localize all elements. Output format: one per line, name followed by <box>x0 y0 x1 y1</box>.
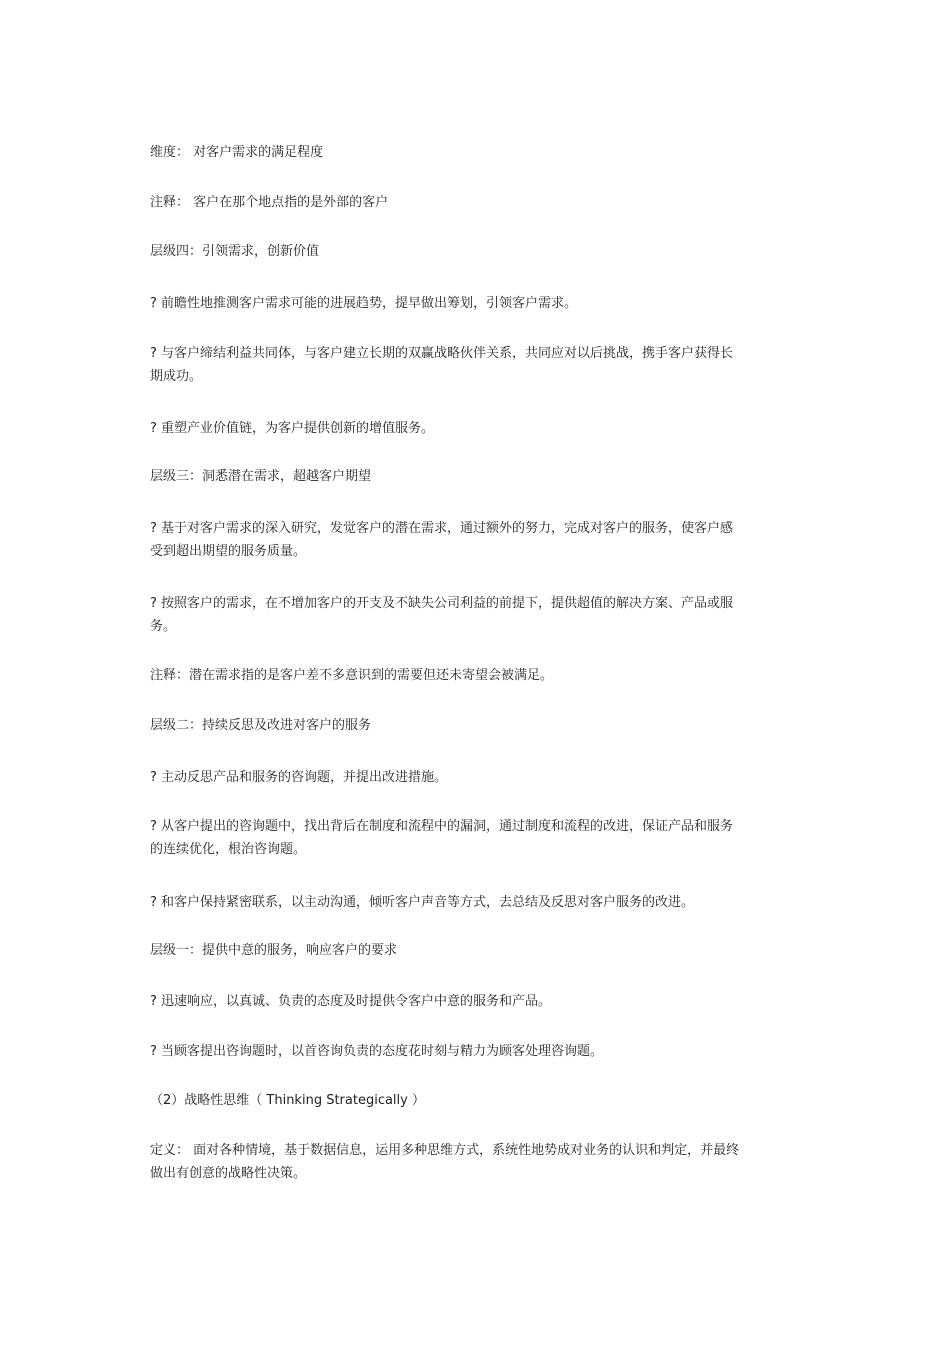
level-three-heading: 层级三：洞悉潜在需求，超越客户期望 <box>150 469 372 484</box>
note-external-customer: 注释： 客户在那个地点指的是外部的客户 <box>150 195 389 210</box>
dimension-line: 维度： 对客户需求的满足程度 <box>150 145 324 160</box>
note-latent-demand: 注释：潜在需求指的是客户差不多意识到的需要但还未寄望会被满足。 <box>150 668 554 683</box>
level-four-heading: 层级四：引领需求，创新价值 <box>150 244 320 259</box>
level-two-item-2: ? 从客户提出的咨询题中，找出背后在制度和流程中的漏洞，通过制度和流程的改进，保证产品和服务的连续优化，根治咨询题。 <box>150 819 734 857</box>
level-four-item-2: ? 与客户缔结利益共同体，与客户建立长期的双赢战略伙伴关系，共同应对以后挑战，携手客户获得长期成功。 <box>150 346 734 384</box>
level-two-item-3: ? 和客户保持紧密联系，以主动沟通，倾听客户声音等方式，去总结及反思对客户服务的改进。 <box>150 895 695 910</box>
level-four-item-3: ? 重塑产业价值链，为客户提供创新的增值服务。 <box>150 421 435 436</box>
level-two-heading: 层级二：持续反思及改进对客户的服务 <box>150 718 372 733</box>
level-three-item-1: ? 基于对客户需求的深入研究，发觉客户的潜在需求，通过额外的努力，完成对客户的服务，使客户感受到超出期望的服务质量。 <box>150 521 734 559</box>
level-four-item-1: ? 前瞻性地推测客户需求可能的进展趋势，提早做出筹划，引领客户需求。 <box>150 296 578 311</box>
level-two-item-1: ? 主动反思产品和服务的咨询题，并提出改进措施。 <box>150 770 448 785</box>
level-one-item-2: ? 当顾客提出咨询题时，以首咨询负责的态度花时刻与精力为顾客处理咨询题。 <box>150 1044 604 1059</box>
level-one-heading: 层级一：提供中意的服务，响应客户的要求 <box>150 943 398 958</box>
section-heading-strategic-thinking: （2）战略性思维（ Thinking Strategically ） <box>150 1093 425 1108</box>
level-three-item-2: ? 按照客户的需求，在不增加客户的开支及不缺失公司利益的前提下，提供超值的解决方案、产品或服务。 <box>150 596 734 634</box>
level-one-item-1: ? 迅速响应，以真诚、负责的态度及时提供令客户中意的服务和产品。 <box>150 994 552 1009</box>
definition-paragraph: 定义： 面对各种情境，基于数据信息，运用多种思维方式，系统性地势成对业务的认识和判定，并最终做出有创意的战略性决策。 <box>150 1143 740 1181</box>
